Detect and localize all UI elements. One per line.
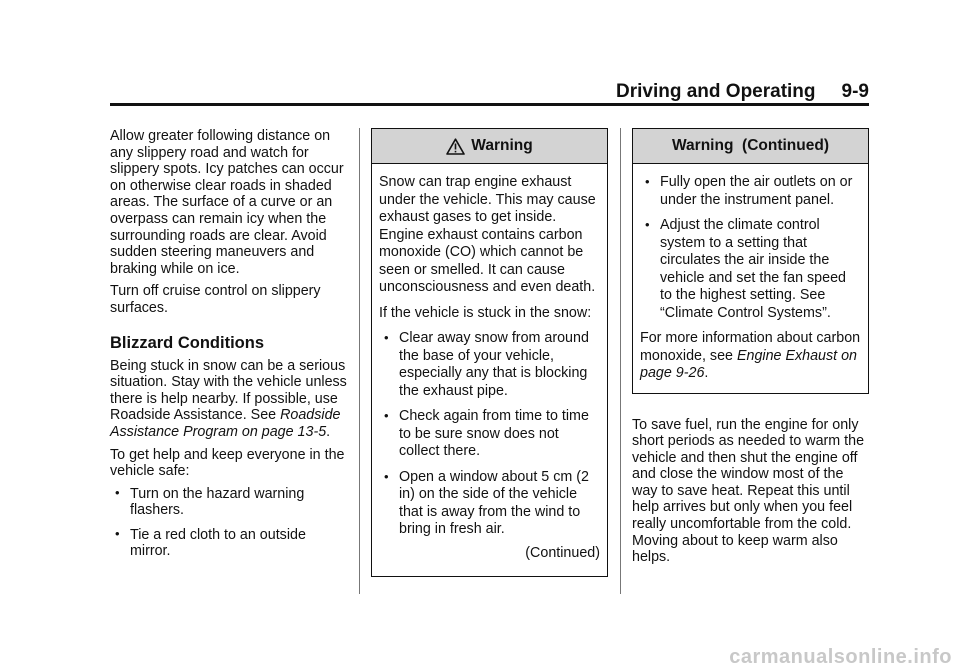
list-item: • Open a window about 5 cm (2 in) on the side of the vehicle that is away from the wind to bring in fresh air. bbox=[379, 469, 600, 539]
section-title: Driving and Operating bbox=[616, 81, 816, 102]
warning-triangle-icon bbox=[446, 138, 465, 155]
warning-paragraph-exhaust: Snow can trap engine exhaust under the vehicle. This may cause exhaust gases to get inside. Engine exhaust contains carbon monoxide (CO) which cannot be seen or smelled. It can cause unconsciousness and even death. bbox=[379, 174, 596, 295]
list-item: • Adjust the climate control system to a setting that circulates the air inside the vehicle and set the fan speed to the highest setting. See “Climate Control Systems”. bbox=[640, 217, 861, 322]
continued-label: (Continued) bbox=[525, 544, 600, 561]
warning-header bbox=[372, 129, 607, 164]
roadside-assistance-reference[interactable]: Roadside Assistance Program on page 13-5 bbox=[110, 407, 341, 440]
list-item: • Clear away snow from around the base of your vehicle, especially any that is blocking the exhaust pipe. bbox=[379, 330, 600, 400]
page-header bbox=[110, 80, 869, 104]
list-item: • Turn on the hazard warning flashers. bbox=[110, 486, 350, 519]
column-middle bbox=[371, 128, 608, 577]
warning-continued-bullet-list bbox=[640, 174, 861, 322]
warning-box-continued bbox=[632, 128, 869, 394]
safety-bullet-list bbox=[110, 486, 350, 560]
column-left bbox=[110, 128, 350, 568]
warning-title: Warning bbox=[471, 136, 533, 154]
list-item: • Tie a red cloth to an outside mirror. bbox=[110, 527, 350, 560]
warning-box bbox=[371, 128, 608, 577]
paragraph-stay-safe: To get help and keep everyone in the vehicle safe: bbox=[110, 446, 345, 480]
header-rule bbox=[110, 103, 869, 106]
column-divider-right bbox=[620, 128, 621, 594]
paragraph-following-distance: Allow greater following distance on any slippery road and watch for slippery spots. Icy patches can occur on otherwise clear roads in shaded areas. The surface of a curve or an overpass can remain icy when the surrounding roads are clear. Avoid sudden steering maneuvers and braking while on ice. bbox=[110, 128, 344, 277]
paragraph-stuck-in-snow: Being stuck in snow can be a serious situation. Stay with the vehicle unless there is help nearby. If possible, use Roadside Assistance. See Roadside Assistance Program on page 13-5. bbox=[110, 357, 347, 440]
page-number: 9-9 bbox=[841, 81, 869, 102]
warning-paragraph-more-info: For more information about carbon monoxide, see Engine Exhaust on page 9-26. bbox=[640, 330, 861, 381]
warning-title-continued: Warning (Continued) bbox=[672, 136, 829, 154]
paragraph-save-fuel: To save fuel, run the engine for only short periods as needed to warm the vehicle and then shut the engine off and close the window most of the way to save heat. Repeat this until help arrives but only when you feel really uncomfortable from the cold. Moving about to keep warm also helps. bbox=[632, 416, 865, 566]
column-divider-left bbox=[359, 128, 360, 594]
watermark: carmanualsonline.info bbox=[729, 646, 952, 668]
warning-body bbox=[372, 164, 607, 576]
paragraph-cruise-control: Turn off cruise control on slippery surfaces. bbox=[110, 283, 321, 316]
warning-body-continued bbox=[633, 164, 868, 393]
list-item: • Fully open the air outlets on or under the instrument panel. bbox=[640, 174, 861, 209]
heading-blizzard-conditions: Blizzard Conditions bbox=[110, 333, 264, 352]
warning-paragraph-stuck: If the vehicle is stuck in the snow: bbox=[379, 304, 592, 321]
column-right bbox=[632, 128, 869, 572]
list-item: • Check again from time to time to be sure snow does not collect there. bbox=[379, 408, 600, 461]
warning-header-continued bbox=[633, 129, 868, 164]
warning-bullet-list bbox=[379, 330, 600, 539]
engine-exhaust-reference[interactable]: Engine Exhaust on page 9-26 bbox=[640, 347, 857, 381]
